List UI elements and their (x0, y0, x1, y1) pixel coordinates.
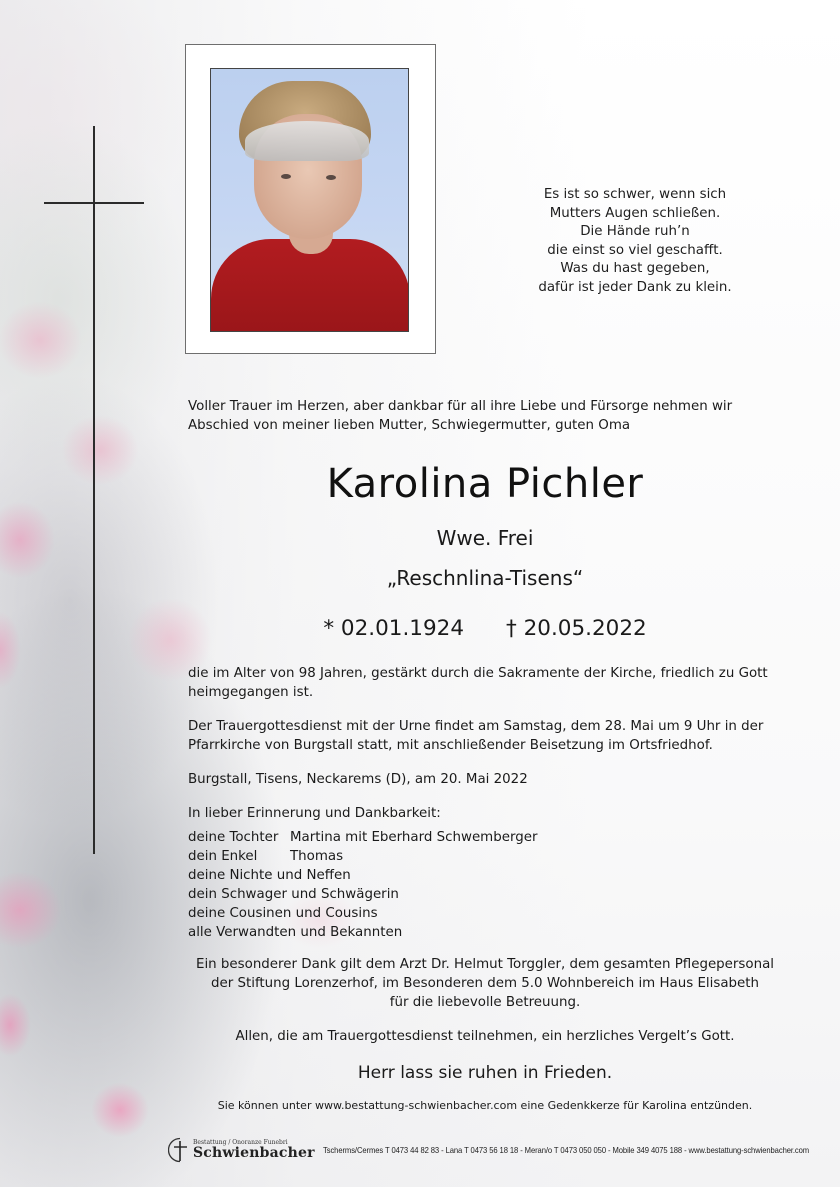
paragraph-line: die im Alter von 98 Jahren, gestärkt durch die Sakramente der Kirche, friedlich zu Gott (188, 666, 768, 681)
family-relation: deine Cousinen und Cousins (188, 906, 378, 921)
family-relation: alle Verwandten und Bekannten (188, 925, 403, 940)
photo-eye (281, 174, 291, 179)
logo-cross-icon (168, 1137, 190, 1163)
family-row (188, 923, 688, 942)
remembrance-text: In lieber Erinnerung und Dankbarkeit: (188, 806, 441, 821)
life-dates (180, 614, 790, 644)
place-date-text: Burgstall, Tisens, Neckarems (D), am 20. Mai 2022 (188, 772, 528, 787)
remembrance-heading (188, 804, 788, 823)
family-row (188, 904, 688, 923)
service-paragraph (188, 717, 788, 755)
portrait-frame (185, 44, 436, 354)
family-relation: deine Tochter (188, 830, 279, 845)
cross-icon-horizontal (44, 202, 144, 204)
family-relation: deine Nichte und Neffen (188, 868, 351, 883)
family-row (188, 885, 688, 904)
family-names: Thomas (290, 849, 344, 864)
photo-eye (326, 175, 336, 180)
paragraph-line: Der Trauergottesdienst mit der Urne findet am Samstag, dem 28. Mai um 9 Uhr in der (188, 719, 764, 734)
verse-line: Was du hast gegeben, (560, 261, 710, 277)
thanks-line: Ein besonderer Dank gilt dem Arzt Dr. Helmut Torggler, dem gesamten Pflegepersonal (195, 957, 775, 972)
family-relation: dein Schwager und Schwägerin (188, 887, 399, 902)
verse-line: Die Hände ruh’n (580, 224, 690, 240)
contact-line: Tscherms/Cermes T 0473 44 82 83 - Lana T 0473 56 18 18 - Meran/o T 0473 050 050 - Mobile 349 4075 188 - www.bestattung-schwienbacher.com (322, 1145, 809, 1155)
widow-note: Wwe. Frei (436, 526, 534, 550)
intro-line: Voller Trauer im Herzen, aber dankbar für all ihre Liebe und Fürsorge nehmen wir (188, 399, 733, 414)
family-row (188, 828, 688, 847)
logo-tagline: Bestattung / Onoranze Funebri (193, 1139, 288, 1146)
intro-paragraph (188, 397, 768, 435)
birth-date: * 02.01.1924 (323, 616, 464, 641)
funeral-home-logo (168, 1137, 315, 1163)
memorial-verse (505, 186, 765, 298)
rest-in-peace: Herr lass sie ruhen in Frieden. (357, 1063, 613, 1083)
verse-line: dafür ist jeder Dank zu klein. (538, 279, 732, 295)
family-names: Martina mit Eberhard Schwemberger (290, 830, 538, 845)
nickname: „Reschnlina-Tisens“ (386, 566, 584, 590)
photo-hair (245, 121, 369, 161)
funeral-home-footer (168, 1134, 828, 1166)
death-date: † 20.05.2022 (506, 616, 647, 641)
thanks-paragraph (180, 955, 790, 1012)
cross-icon-vertical (93, 126, 95, 854)
logo-name: Schwienbacher (193, 1145, 315, 1161)
thanks-line: für die liebevolle Betreuung. (389, 995, 581, 1010)
portrait-photo (210, 68, 409, 332)
verse-line: Es ist so schwer, wenn sich (543, 187, 727, 202)
verse-line: die einst so viel geschafft. (547, 242, 723, 258)
deceased-name: Karolina Pichler (326, 461, 644, 507)
paragraph-line: heimgegangen ist. (188, 685, 314, 700)
passing-paragraph (188, 664, 788, 702)
memorial-candle-note: Sie können unter www.bestattung-schwienbacher.com eine Gedenkkerze für Karolina entzünden. (217, 1099, 753, 1112)
place-date (188, 770, 788, 789)
verse-line: Mutters Augen schließen. (549, 205, 721, 221)
family-list (188, 828, 688, 942)
thanks-line: der Stiftung Lorenzerhof, im Besonderen dem 5.0 Wohnbereich im Haus Elisabeth (210, 976, 760, 991)
intro-line: Abschied von meiner lieben Mutter, Schwiegermutter, guten Oma (188, 418, 631, 433)
family-row (188, 847, 688, 866)
attendees-thanks: Allen, die am Trauergottesdienst teilnehmen, ein herzliches Vergelt’s Gott. (235, 1029, 735, 1044)
family-relation: dein Enkel (188, 849, 258, 864)
family-row (188, 866, 688, 885)
paragraph-line: Pfarrkirche von Burgstall statt, mit anschließender Beisetzung im Ortsfriedhof. (188, 738, 713, 753)
